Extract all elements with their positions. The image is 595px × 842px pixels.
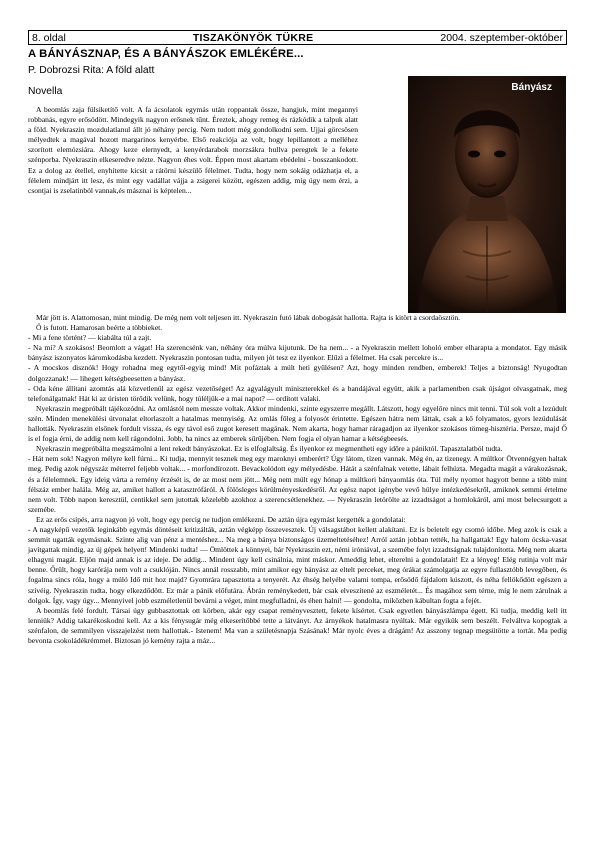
miner-figure-image — [408, 76, 566, 313]
top-body-text — [28, 105, 358, 196]
paragraph: - Hát nem sok! Nagyon mélyre kell fúrni... Ki tudja, mennyit tesznek meg egy maroknyi emberért? Úgy látom, tízen vannak. Még én, az tizenegy. A múltkor Ötvennégyen haltak meg. Pedig azok négyszáz méterrel feljebb voltak... - morfondírozott. Bevackolódott egy mélyedésbe. Hátát a szénfalnak vetette, lábait felhúzta. Megadta magát a várakozásnak, és a félelemnek. Egy ideig várta a remény érzését is, de az most nem jött... Még nem múlt egy hónap a múltkori bányaomlás óta. Túl mély nyomot hagyott benne a több mint félszáz ember halála. Még az, amiket hallott a katasztrófáról. A fölösleges körülményeskedésről. Az egész napot igénybe vevő hülye intézkedésekről, amiknek semmi értelme nem volt. Több napon keresztül, centikkel sem jutottak közelebb azokhoz a szerencsétlenekhez. — Nyekraszin letörölte az izzadtságot a homlokáról, ami most belecsurgott a szemébe. — [28, 454, 567, 514]
publication-name: TISZAKÖNYÖK TÜKRE — [192, 31, 314, 44]
article-top — [28, 60, 567, 313]
paragraph: Már jött is. Alattomosan, mint mindig. De még nem volt teljesen itt. Nyekraszin futó lábak dobogását hallotta. Rajta is kitört a csordaösztön. — [36, 313, 461, 322]
paragraph: - Na mi? A szokásos! Beomlott a vágat! Ha szerencsénk van, néhány óra múlva kijutunk. De ha nem... - a Nyekraszin mellett loholó ember elharapta a mondatot. Egy másik bányász iszonyatos káromkodásba kezdett. Nyekraszin pontosan tudta, milyen jót tesz ez ilyenkor. Elűzi a félelmet. Ha csak percekre is... — [28, 343, 567, 363]
paragraph: Ő is futott. Hamarosan beérte a többieket. — [36, 323, 163, 333]
issue-date: 2004. szeptember-október — [440, 31, 563, 44]
paragraph: - A nagyképű vezetők leginkább egymás döntéseit kritizálták, aztán végképp összevesztek. Új válsagstábot kellett alakítani. Ez is beletelt egy csomó időbe. Meg azok is csak a semmit ugatták egymásnak. Szinte alig van pénz a mentéshez... Na meg a bánya biztonságos üzemeltetéséhez! Arról aztán jobban tették, ha hallgattak! Egy halom ócska-vasat javítgattak mindig, az új gépek helyett! Mindenki tudta! — Ömlöttek a könnyei, bár Nyekraszin ezt, némi iróniával, a szemébe folyt izzadtságnak tulajdonította. Még nem akarta elhagyni magát. Eljön majd annak is az ideje. De addig... Mindent úgy kell csinálnia, mint máskor. Ameddig lehet, elterelni a gondolatait! Ez a lényeg! Elég rutinja volt már benne. Őrült, hogy karórája nem volt a csuklóján. Nincs annál rosszabb, mint amikor egy bányász az eltelt perceket, meg órákat számolgatja az egyre fullasztóbb levegőben, és fogalma sincs róla, hogy a múló Idő mit hoz majd? Gyomrára tapasztotta a tenyerét. Az éhség helyébe valami tompa, erősödő fájdalom kúszott, és néha fellökődött egészen a szívéig. Nyekraszin tudta, hogy elkezdődött. Ez már a pánik előfutára. Ábrán reménykedett, bár csak elveszítené az eszméletét... És magához sem térne, míg le nem zárulnak a dolgok. Így, vagy úgy... Mennyivel jobb eszméletlenül bevárni a véget, mint megfulladni, és éhen halni! — gondolta, miközben kábultan fogta a fejét. — [28, 524, 567, 605]
newspaper-page — [28, 30, 567, 646]
miner-photo — [408, 76, 566, 313]
paragraph: Ez az erős csípés, arra nagyon jó volt, hogy egy percig ne tudjon emlékezni. De aztán újra egymást kergették a gondolatai: — [36, 514, 406, 524]
article-byline: P. Dobrozsi Rita: A föld alatt — [28, 65, 155, 76]
article-genre: Novella — [28, 86, 63, 97]
paragraph: A beomlás felé fordult. Társai úgy gubbasztottak ott körben, akár egy csapat reményvesztett, fekete kísértet. Csak egyetlen bányászlámpa égett. Ki tudja, meddig kell itt lenniük? Addig takarékoskodni kell. Az a kis fénysugár még elkeserítőbbé tette a látványt. Az árnyékok hatalmasra nyúltak. Már egyikük sem beszélt. Felváltva kopogtak a szénfalon, de semmilyen visszajelzést nem hallottak.- Istenem! Ma van a születésnapja Szásának! Már nyolc éves a drágám! Az asszony tegnap megsütötte a tortát. Ma pedig bevonta csokoládékrémmel. Biztosan jó kemény rajta a máz... — [28, 605, 567, 645]
paragraph: - A mocskos disznók! Hogy rohadna meg egytől-egyig mind! Mit pofáztak a múlt heti gyűlésen? Azt, hogy minden rendben, emberek! Teljes a biztonság! Nyugodtan dolgozzanak! — lihegett kétségbeesetten a bányász. — [28, 363, 567, 383]
paragraph: Nyekraszin megpróbált tájékozódni. Az omlástól nem messze voltak. Akkor mindenki, szinte egyszerre megállt. Látszott, hogy egyelőre nincs mit tenni. Túl sok volt a lezúdult szén. Minden menekülési útvonalat eltorlaszolt a hatalmas mennyiség. Az omlás főleg a folyosót érintette. Egészen hátra nem láttak, csak a kő folyamatos, gyors lezúdulását hallották. Nyekraszin elsőnek fordult vissza, és egy távol eső zugot keresett magának. Nem akarta, hogy hamar ráragadjon az ilyenkor szokásos tömeg-hisztéria. Persze, majd Ő is el fogja érni, de addig nem kell rágondolni. Jobb, ha nincs az emberek sűrűjében. Nem fogja el olyan hamar a kétségbeesés. — [28, 403, 567, 444]
photo-caption: Bányász — [511, 82, 552, 93]
page-number: 8. oldal — [32, 31, 66, 44]
paragraph: - Oda kéne állítani azomtás alá közvetlenül az egész vezetőséget! Az agyalágyult miniszterekkel és a bandájával együtt, akik a parlamentben csak újságot olvasgatnak, meg telefonálgatnak! Hát ki az úristen törődik velünk, hogy túléljük-e a mai napot? — ordított valaki. — [28, 383, 567, 403]
left-column — [28, 60, 358, 196]
page-header — [28, 30, 567, 45]
bottom-body-text — [28, 313, 567, 646]
paragraph: A beomlás zaja fülsiketítő volt. A fa ácsolatok egymás után roppantak össze, hangjuk, mint megannyi robbanás, egyre erősödött. Mindegyik nagyon erősnek tűnt. Éreztek, ahogy remeg és rázkódik a talpuk alatt a föld. Nyekraszin mozdulatlanul állt jó néhány percig. Nem tudott még gondolkodni sem. Ujjai görcsösen mélyedtek a magával hozott margarinos kenyérbe. Első reakciója az volt, hogy lepillantott a melléhez szorított elemózsiára. Ahogy keze elernyedt, a kenyérdarabok morzsákra hullva peregtek le a fekete szénporba. Nyekraszin elkeseredve nézte. Nagyon éhes volt. Éppen most akartam ebédelni - bosszankodott. Ez a dolog az étellel, enyhítette kicsit a rátörni készülő félelmet. Tudta, hogy nem sokáig odázhatja el, a félelem mindjárt itt lesz, és mint egy vadállat vájja a zsigerei között, egészen addig, míg úgy nem érzi, a csontjai is zselatinból vannak,és másznai is képtelen... — [28, 105, 358, 195]
article-title: A BÁNYÁSZNAP, ÉS A BÁNYÁSZOK EMLÉKÉRE... — [28, 48, 304, 60]
paragraph: Nyekraszin megpróbálta megszámolni a lent rekedt bányászokat. Ez is elfoglaltság. És ilyenkor ez megmentheti egy időre a pániktól. Tapasztalatból tudta. — [36, 444, 503, 454]
paragraph: - Mi a fene történt? — kiabálta túl a zajt. — [28, 333, 152, 343]
